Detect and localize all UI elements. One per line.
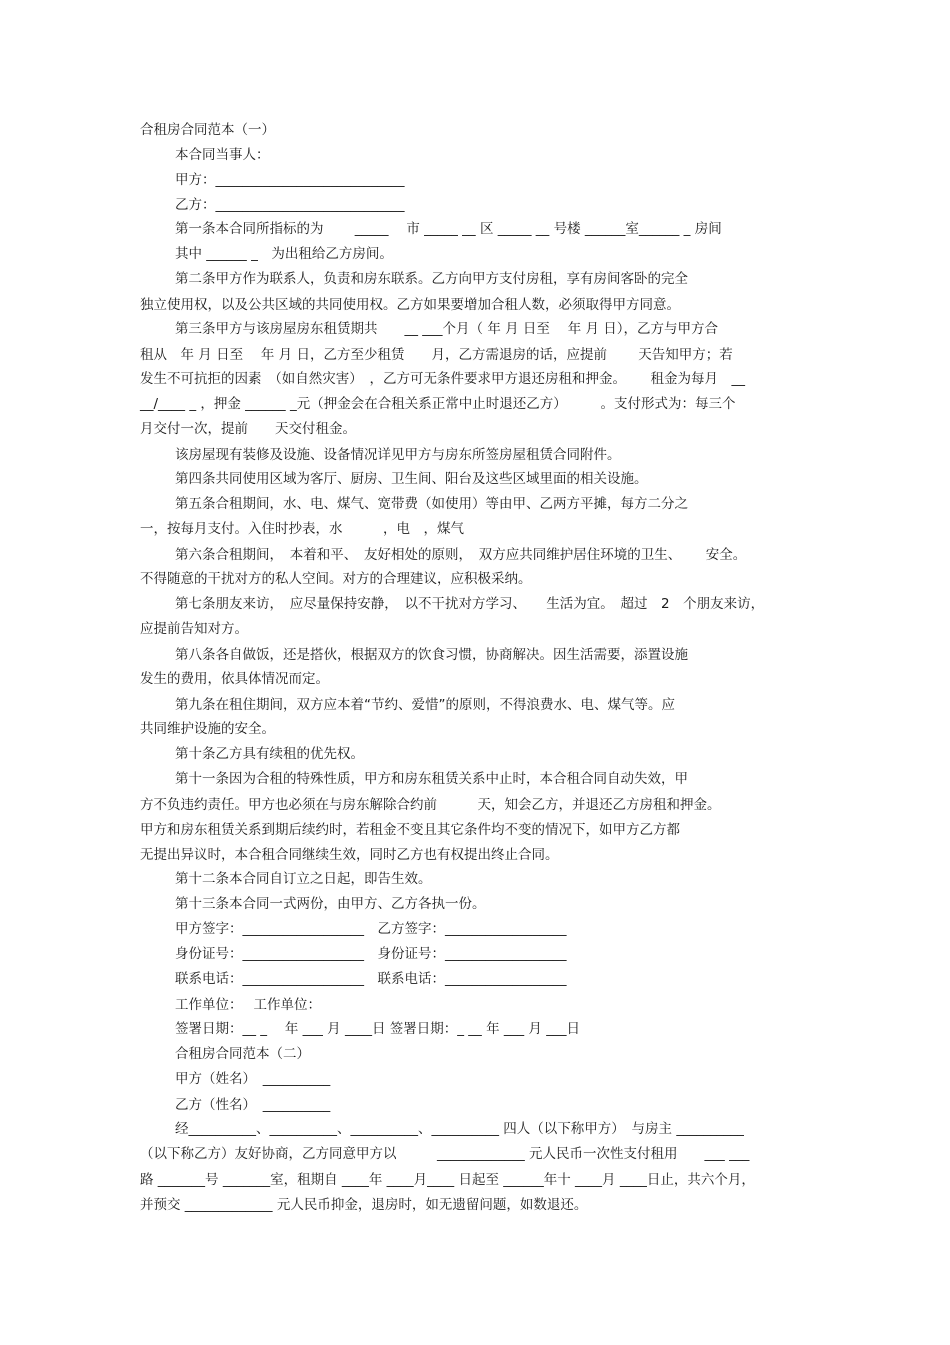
text-line: 第十条乙方具有续租的优先权。 xyxy=(175,746,364,762)
text-line: 第一条本合同所指标的为 _____ 市 _____ __ 区 _____ __ 号楼 ______室______ _ 房间 xyxy=(175,221,722,237)
text-line: 经__________、__________、__________、__________ 四人（以下称甲方） 与房主 __________ xyxy=(175,1121,744,1137)
doc-title: 合租房合同范本（一） xyxy=(140,122,275,138)
text-line: 发生不可抗拒的因素 （如自然灾害） ，乙方可无条件要求甲方退还房租和押金。 租金为每月 __ xyxy=(140,371,746,387)
signature-line: 联系电话：__________________ 联系电话：__________________ xyxy=(175,971,567,987)
text-line: 不得随意的干扰对方的私人空间。对方的合理建议，应积极采纳。 xyxy=(140,571,532,587)
text-line: 甲方：____________________________ xyxy=(175,172,405,188)
text-line: 本合同当事人： xyxy=(175,147,270,163)
signature-line: 甲方签字：__________________ 乙方签字：__________________ xyxy=(175,921,567,937)
text-line: __/____ _ ，押金 ______ _元（押金会在合租关系正常中止时退还乙方） 。支付形式为：每三个 xyxy=(140,396,736,412)
text-line: 发生的费用，依具体情况而定。 xyxy=(140,671,329,687)
text-line: 第四条共同使用区域为客厅、厨房、卫生间、阳台及这些区域里面的相关设施。 xyxy=(175,471,648,487)
text-line: 应提前告知对方。 xyxy=(140,621,248,637)
text-line: 第八条各自做饭，还是搭伙，根据双方的饮食习惯，协商解决。因生活需要，添置设施 xyxy=(175,647,688,663)
text-line: 并预交 _____________ 元人民币抑金，退房时，如无遗留问题，如数退还。 xyxy=(140,1197,588,1213)
text-line: 甲方（姓名） __________ xyxy=(175,1071,331,1087)
text-line: 方不负违约责任。甲方也必须在与房东解除合约前 天，知会乙方，并退还乙方房租和押金。 xyxy=(140,797,721,813)
text-line: 第七条朋友来访， 应尽量保持安静， 以不干扰对方学习、 生活为宜。 超过 2 个朋友来访， xyxy=(175,596,765,612)
text-line: 乙方：____________________________ xyxy=(175,197,405,213)
text-line: 其中 ______ _ 为出租给乙方房间。 xyxy=(175,246,393,262)
text-line: 一，按每月支付。入住时抄表，水 ，电 ，煤气 xyxy=(140,521,464,537)
text-line: 该房屋现有装修及设施、设备情况详见甲方与房东所签房屋租赁合同附件。 xyxy=(175,447,621,463)
text-line: 第十一条因为合租的特殊性质，甲方和房东租赁关系中止时，本合租合同自动失效，甲 xyxy=(175,771,688,787)
text-line: 共同维护设施的安全。 xyxy=(140,721,275,737)
text-line: 工作单位： 工作单位： xyxy=(175,997,322,1013)
text-line: 第九条在租住期间，双方应本着“节约、爱惜”的原则，不得浪费水、电、煤气等。应 xyxy=(175,697,675,713)
text-line: 乙方（性名） __________ xyxy=(175,1097,331,1113)
text-line: （以下称乙方）友好协商，乙方同意甲方以 _____________ 元人民币一次性支付租用 ___ ___ xyxy=(140,1146,750,1162)
text-line: 独立使用权，以及公共区域的共同使用权。乙方如果要增加合租人数，必须取得甲方同意。 xyxy=(140,297,680,313)
text-line: 签署日期：__ _ 年 ___ 月 ____日 签署日期：_ __ 年 ___ 月 ___日 xyxy=(175,1021,580,1037)
text-line: 无提出异议时，本合租合同继续生效，同时乙方也有权提出终止合同。 xyxy=(140,847,559,863)
signature-line: 身份证号：__________________ 身份证号：__________________ xyxy=(175,946,567,962)
text-line: 第六条合租期间， 本着和平、 友好相处的原则， 双方应共同维护居住环境的卫生、 安全。 xyxy=(175,547,747,563)
text-line: 第二条甲方作为联系人，负责和房东联系。乙方向甲方支付房租，享有房间客卧的完全 xyxy=(175,271,688,287)
text-line: 第十三条本合同一式两份，由甲方、乙方各执一份。 xyxy=(175,896,486,912)
text-line: 第三条甲方与该房屋房东租赁期共 __ ___个月（ 年 月 日至 年 月 日），乙方与甲方合 xyxy=(175,321,719,337)
text-line: 第五条合租期间，水、电、煤气、宽带费（如使用）等由甲、乙两方平摊，每方二分之 xyxy=(175,496,688,512)
text-line: 路 _______号 _______室，租期自 ____年 ____月____ 日起至 ______年十 ____月 ____日止，共六个月， xyxy=(140,1172,755,1188)
text-line: 第十二条本合同自订立之日起，即告生效。 xyxy=(175,871,432,887)
section-title: 合租房合同范本（二） xyxy=(175,1046,310,1062)
text-line: 月交付一次，提前 天交付租金。 xyxy=(140,421,356,437)
text-line: 甲方和房东租赁关系到期后续约时，若租金不变且其它条件均不变的情况下，如甲方乙方都 xyxy=(140,822,680,838)
text-line: 租从 年 月 日至 年 月 日，乙方至少租赁 月，乙方需退房的话，应提前 天告知甲方；若 xyxy=(140,347,733,363)
